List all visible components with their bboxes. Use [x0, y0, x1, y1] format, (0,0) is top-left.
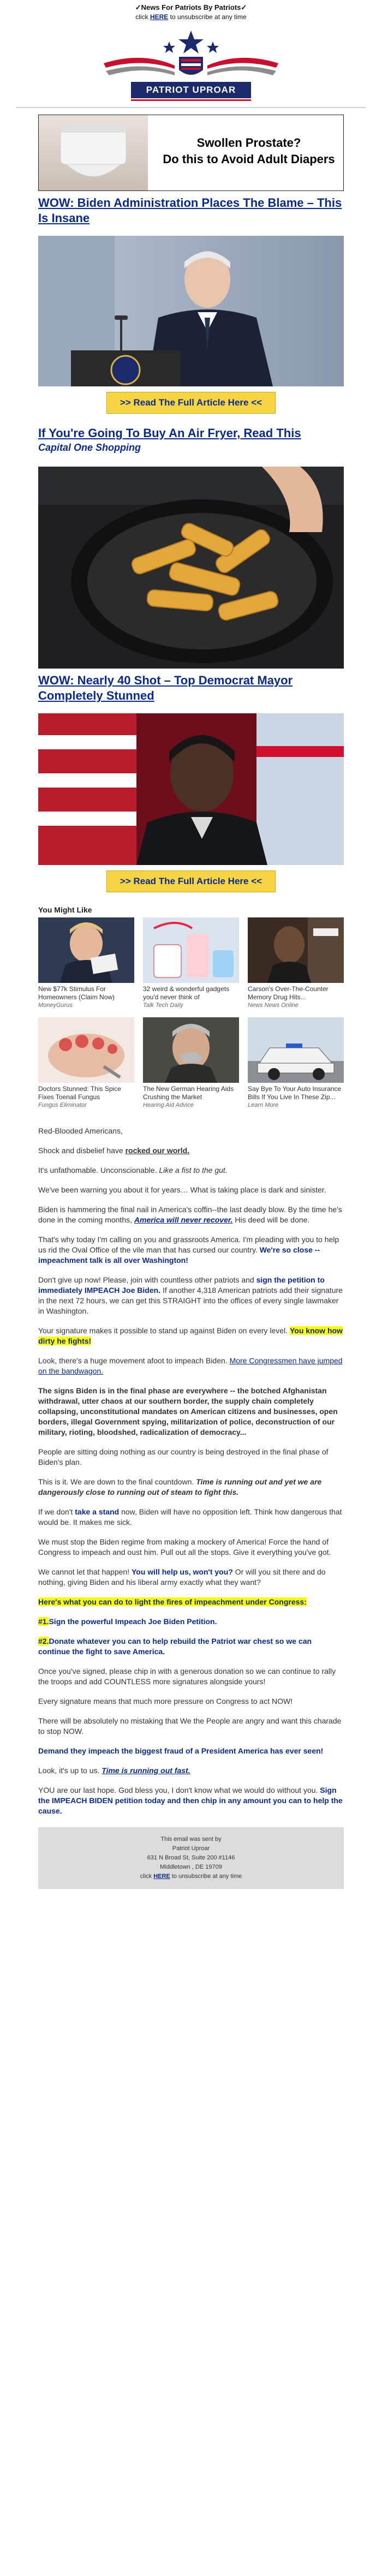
recommended-source: News News Online [248, 1002, 299, 1009]
footer-rest-text: to unsubscribe at any time [171, 1873, 242, 1880]
mayor-photo[interactable] [38, 713, 344, 865]
email-footer [38, 1827, 344, 1889]
text: Look, there's a huge movement afoot to impeach Biden. [38, 1356, 230, 1365]
emphasis: take a stand [75, 1507, 120, 1516]
emphasis: Demand they impeach the biggest fraud of a President America has ever seen! [38, 1746, 324, 1755]
paragraph [38, 1766, 344, 1776]
paragraph [38, 1507, 344, 1528]
paragraph [38, 1146, 344, 1156]
text: If another 4,318 American patriots add their signature in the next 72 hours, we can get this STRAIGHT into the offices of every single lawmaker in Washington. [38, 1286, 343, 1315]
paragraph [38, 1165, 344, 1176]
text: Shock and disbelief have [38, 1146, 126, 1155]
story-title-air-fryer[interactable]: If You're Going To Buy An Air Fryer, Read This [38, 426, 301, 440]
paragraph: We must stop the Biden regime from making a mockery of America! Force the hand of Congress to impeach and oust him. Pull out all the stops. Give it everything you've got. [38, 1537, 331, 1557]
congressmen-link[interactable]: More Congressmen have jumped on the bandwagon. [38, 1356, 343, 1375]
recommended-item[interactable] [248, 1017, 344, 1110]
emphasis: The signs Biden is in the final phase are everywhere [38, 1386, 228, 1395]
emphasis: Like a fist to the gut. [159, 1166, 228, 1174]
sign-petition-link[interactable]: sign the petition to immediately IMPEACH Joe Biden. [38, 1275, 325, 1295]
prostate-ad-banner[interactable] [38, 115, 344, 191]
unsub-rest-text: to unsubscribe at any time [170, 13, 247, 21]
recommended-title: New $77k Stimulus For Homeowners (Claim Now) [38, 985, 115, 1001]
text: This is it. We are down to the final countdown. [38, 1477, 196, 1486]
paragraph [38, 1275, 344, 1316]
paragraph: There will be absolutely no mistaking that We the People are angry and want this charade to stop NOW. [38, 1716, 342, 1736]
you-might-like-grid [38, 917, 344, 1110]
paragraph [38, 1746, 344, 1756]
text: YOU are our last hope. God bless you, I don't know what we would do without you. [38, 1786, 320, 1794]
paragraph [38, 1326, 344, 1346]
letter-body [38, 1126, 344, 1816]
text: That's why today I'm calling on you and grassroots America. I'm pleading with you to help us rid the Oval Office of the vile man that has cursed our country. [38, 1235, 339, 1254]
unsubscribe-link[interactable]: HERE [150, 13, 169, 21]
paragraph [38, 1567, 344, 1588]
read-full-article-button-1[interactable]: >> Read The Full Article Here << [106, 392, 276, 414]
unsub-click-text: click [135, 13, 148, 21]
footer-line: This email was sent by [160, 1836, 222, 1842]
text: now, Biden will have no opposition left. Think how dangerous that would be. It makes me sick. [38, 1507, 342, 1526]
recommended-item[interactable] [248, 917, 344, 1010]
story-title-biden-blame[interactable]: WOW: Biden Administration Places The Blame – This Is Insane [38, 196, 342, 225]
emphasis: Time is running out fast. [102, 1766, 190, 1775]
you-might-like-heading: You Might Like [38, 905, 92, 914]
emphasis: -- the botched Afghanistan withdrawal, utter chaos at our southern border, the supply chain completely collapsing, unconstitutional mandates on American citizens and businesses, open borders, illegal Government spying, militarization of police, deconstruction of our military, rioting, bloodshed, radicalization of democracy... [38, 1386, 338, 1436]
footer-address: 631 N Broad St, Suite 200 #1146 [147, 1855, 235, 1861]
text: Or will you sit there and do nothing, giving Biden and his liberal army exactly what they want? [38, 1567, 326, 1587]
recommended-source: Hearing Aid Advice [143, 1102, 194, 1108]
emphasis: You will help us, won't you? [131, 1567, 233, 1576]
recommended-title: Carson's Over-The-Counter Memory Drug Hits... [248, 985, 329, 1001]
paragraph [38, 1785, 344, 1816]
story-title-chicago-mayor[interactable]: WOW: Nearly 40 Shot – Top Democrat Mayor Completely Stunned [38, 673, 293, 702]
recommended-title: Doctors Stunned: This Spice Fixes Toenail Fungus [38, 1085, 121, 1101]
recommended-item[interactable] [38, 917, 134, 1010]
final-cta-link[interactable]: Sign the IMPEACH BIDEN petition today and then chip in any amount you can to help the cause. [38, 1786, 343, 1815]
sign-petition-step-link[interactable]: Sign the powerful Impeach Joe Biden Petition. [49, 1617, 217, 1626]
recommended-source: Learn More [248, 1102, 279, 1108]
footer-unsubscribe-link[interactable]: HERE [153, 1873, 170, 1880]
recommended-thumb-fungus [38, 1017, 134, 1083]
logo-text: PATRIOT UPROAR [146, 85, 236, 95]
recommended-item[interactable] [38, 1017, 134, 1110]
emphasis: We're so close -- impeachment talk is all over Washington! [38, 1245, 320, 1265]
paragraph [38, 1477, 344, 1498]
recommended-title: The New German Hearing Aids Crushing the Market [143, 1085, 234, 1101]
recommended-source: Talk Tech Daily [143, 1002, 183, 1009]
emphasis: rocked our world. [125, 1146, 190, 1155]
text: Your signature makes it possible to stand up against Biden on every level. [38, 1326, 290, 1335]
text: Biden is hammering the final nail in America's coffin--the last deadly blow. By the time he's done in the coming months, [38, 1205, 342, 1224]
footer-click-text: click [140, 1873, 152, 1880]
ad-product-image [39, 115, 148, 191]
paragraph: We've been warning you about it for years… What is taking place is dark and sinister. [38, 1185, 326, 1194]
footer-unsubscribe [38, 1872, 344, 1881]
ad-line-2: Do this to Avoid Adult Diapers [163, 152, 335, 166]
recommended-source: MoneyGurus [38, 1002, 73, 1009]
story-sponsor: Capital One Shopping [38, 442, 141, 453]
emphasis: Time is running out and yet we are dangerously close to running out of steam to fight this. [38, 1477, 322, 1496]
recommended-thumb-carson [248, 917, 344, 983]
biden-podium-photo[interactable] [38, 236, 344, 386]
patriot-uproar-logo[interactable] [93, 25, 289, 107]
greeting: Red-Blooded Americans, [38, 1126, 123, 1135]
paragraph [38, 1235, 344, 1266]
paragraph: Every signature means that much more pressure on Congress to act NOW! [38, 1697, 293, 1706]
emphasis: America will never recover. [134, 1215, 233, 1224]
text: Don't give up now! Please, join with countless other patriots and [38, 1275, 256, 1284]
recommended-thumb-insurance [248, 1017, 344, 1083]
ad-headline [159, 135, 339, 168]
paragraph: Once you've signed, please chip in with a generous donation so we can continue to rally the troops and add COUNTLESS more signatures alongside yours! [38, 1667, 336, 1686]
paragraph [38, 1597, 344, 1607]
paragraph [38, 1636, 344, 1657]
text: We cannot let that happen! [38, 1567, 132, 1576]
recommended-source: Fungus Eliminator [38, 1102, 87, 1108]
recommended-thumb-stimulus [38, 917, 134, 983]
donate-step-link[interactable]: Donate whatever you can to help rebuild the Patriot war chest so we can continue the fight to save America. [38, 1637, 312, 1656]
ad-line-1: Swollen Prostate? [196, 136, 301, 150]
highlight: Here's what you can do to light the fires of impeachment under Congress: [38, 1597, 307, 1606]
paragraph: People are sitting doing nothing as our country is being destroyed in the final phase of Biden's plan. [38, 1447, 329, 1466]
paragraph [38, 1617, 344, 1627]
step-number: #2. [38, 1637, 49, 1645]
recommended-title: 32 weird & wonderful gadgets you'd never think of [143, 985, 230, 1001]
text: If we don't [38, 1507, 75, 1516]
paragraph [38, 1204, 344, 1225]
footer-line: Patriot Uproar [172, 1845, 210, 1852]
air-fryer-photo[interactable] [38, 467, 344, 669]
read-full-article-button-2[interactable]: >> Read The Full Article Here << [106, 870, 276, 892]
text: His deed will be done. [232, 1215, 310, 1224]
header-note [0, 0, 382, 21]
paragraph [38, 1386, 344, 1438]
highlight: You know how dirty he fights! [38, 1326, 343, 1345]
step-number: #1. [38, 1617, 49, 1626]
recommended-thumb-gadgets [143, 917, 239, 983]
recommended-item[interactable] [143, 1017, 239, 1110]
header-unsubscribe [0, 13, 382, 21]
footer-city: Middletown , DE 19709 [160, 1864, 222, 1870]
text: Look, it's up to us. [38, 1766, 102, 1775]
recommended-thumb-hearing [143, 1017, 239, 1083]
recommended-item[interactable] [143, 917, 239, 1010]
paragraph [38, 1356, 344, 1376]
recommended-title: Say Bye To Your Auto Insurance Bills If You Live In These Zip... [248, 1085, 342, 1101]
text: It's unfathomable. Unconscionable. [38, 1166, 159, 1174]
header-title: ✓News For Patriots By Patriots✓ [135, 3, 247, 11]
header-divider [16, 107, 366, 108]
